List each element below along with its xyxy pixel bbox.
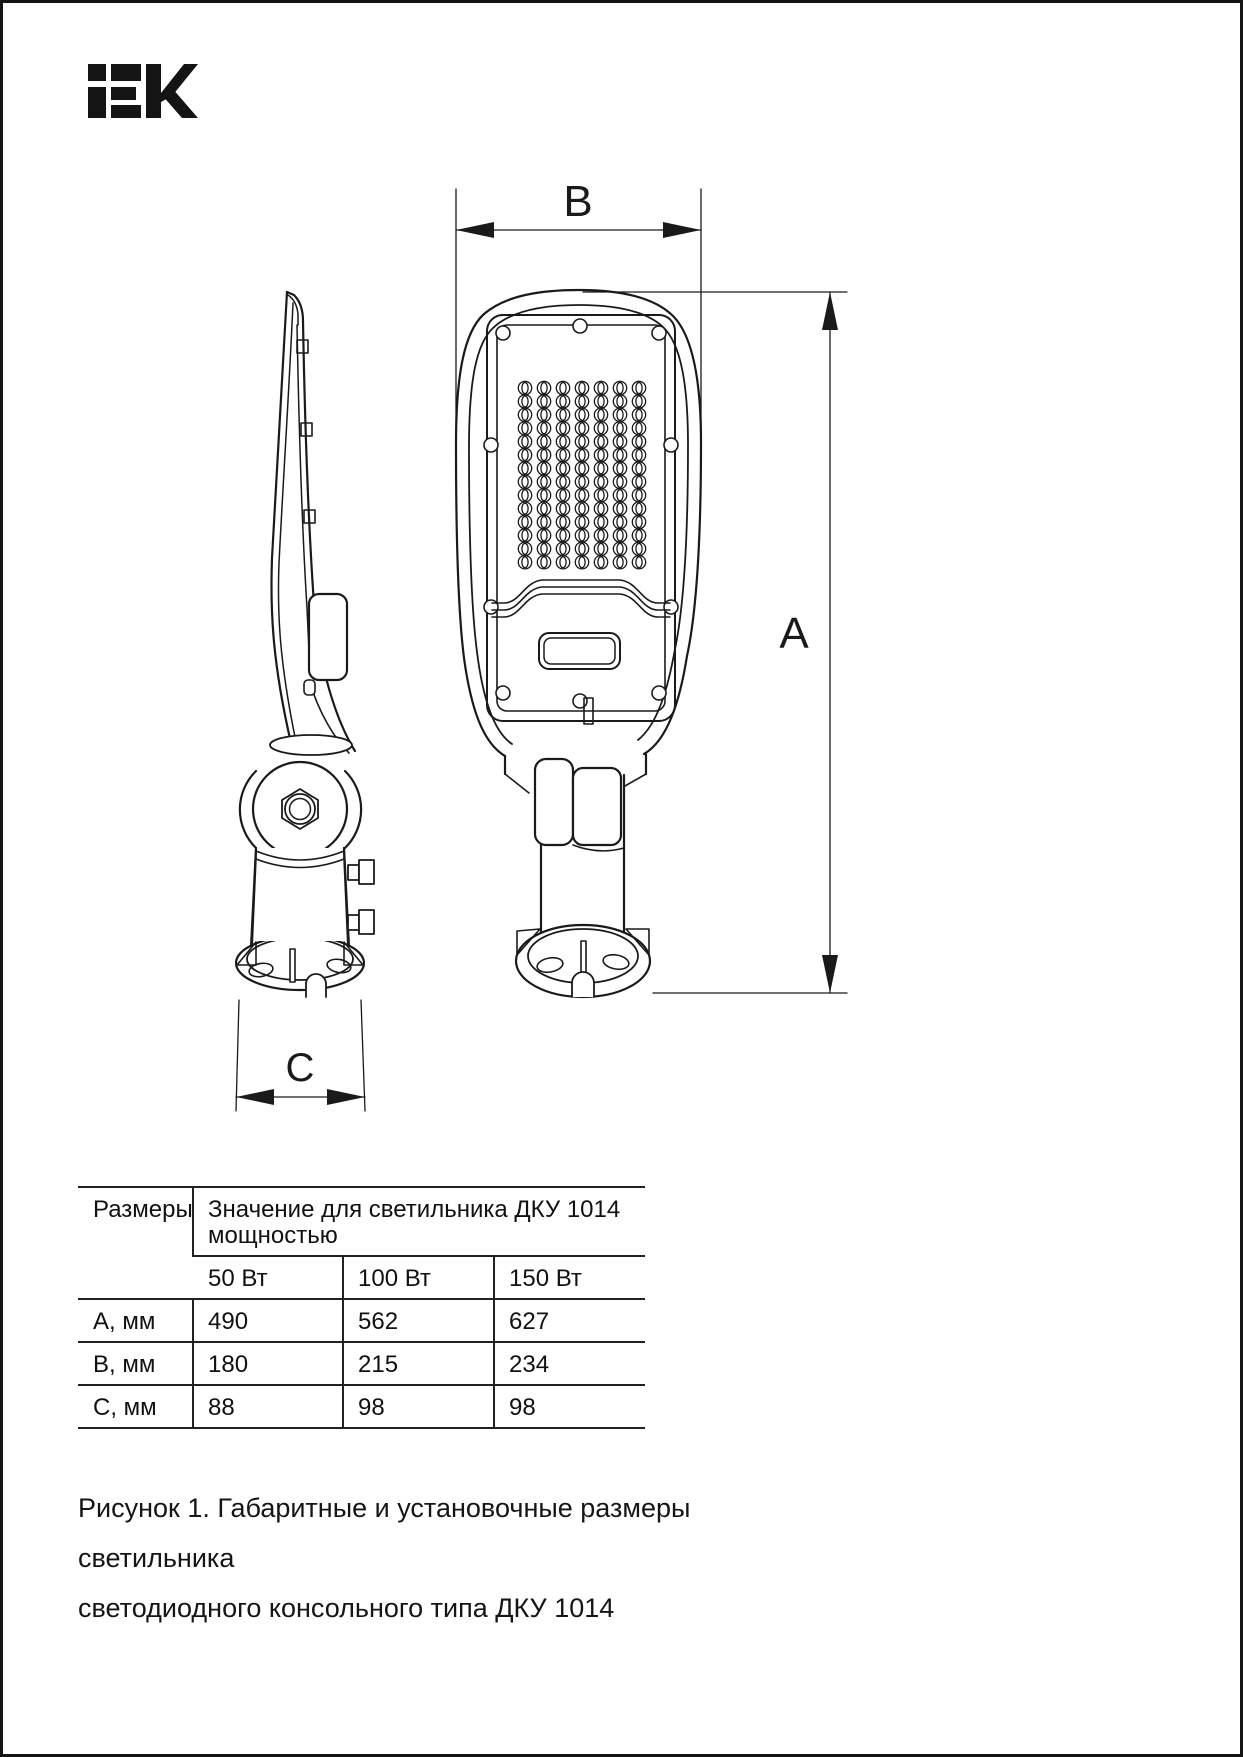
header-values: Значение для светильника ДКУ 1014 мощностью — [193, 1187, 645, 1256]
figure-drawing — [3, 3, 1243, 1143]
figure-caption-line2: светодиодного консольного типа ДКУ 1014 — [78, 1593, 615, 1623]
row-b-value-100: 215 — [343, 1342, 494, 1385]
header-sizes: Размеры — [78, 1187, 193, 1299]
row-c-label: C, мм — [78, 1385, 193, 1428]
row-c-value-50: 88 — [193, 1385, 343, 1428]
power-150: 150 Вт — [494, 1256, 645, 1299]
side-hinge-joint — [240, 735, 361, 856]
led-array — [518, 381, 645, 569]
row-a-value-50: 490 — [193, 1299, 343, 1342]
table-row-a — [78, 1299, 645, 1342]
dimension-b-label: B — [563, 177, 593, 226]
row-c-value-100: 98 — [343, 1385, 494, 1428]
row-b-label: B, мм — [78, 1342, 193, 1385]
dimension-c-label: C — [285, 1046, 315, 1090]
figure-caption — [78, 1483, 838, 1633]
arrowhead-right — [663, 222, 701, 238]
side-view — [236, 292, 374, 1111]
arrowhead-left — [236, 1089, 274, 1105]
side-driver-box — [304, 594, 349, 753]
row-b-value-150: 234 — [494, 1342, 645, 1385]
table-header-row — [78, 1187, 645, 1256]
row-b-value-50: 180 — [193, 1342, 343, 1385]
lens-wave-edge — [492, 580, 670, 617]
row-a-label: A, мм — [78, 1299, 193, 1342]
dimension-a-label: A — [779, 609, 809, 658]
label-recess — [539, 633, 620, 669]
arrowhead-up — [822, 292, 838, 330]
figure-caption-line1: Рисунок 1. Габаритные и установочные размеры светильника — [78, 1493, 691, 1573]
arrowhead-left — [456, 222, 494, 238]
arrowhead-down — [822, 955, 838, 993]
arrowhead-right — [327, 1089, 365, 1105]
power-100: 100 Вт — [343, 1256, 494, 1299]
table-row-b — [78, 1342, 645, 1385]
dimensions-table — [78, 1186, 645, 1429]
front-screw-panel — [484, 315, 678, 721]
row-c-value-150: 98 — [494, 1385, 645, 1428]
dimension-c — [236, 1000, 365, 1111]
front-mounting-assembly — [505, 698, 646, 943]
row-a-value-100: 562 — [343, 1299, 494, 1342]
row-a-value-150: 627 — [494, 1299, 645, 1342]
power-50: 50 Вт — [193, 1256, 343, 1299]
front-base-flange — [516, 925, 650, 997]
front-view — [456, 177, 847, 997]
table-row-c — [78, 1385, 645, 1428]
side-clamp-bolts — [348, 860, 374, 934]
